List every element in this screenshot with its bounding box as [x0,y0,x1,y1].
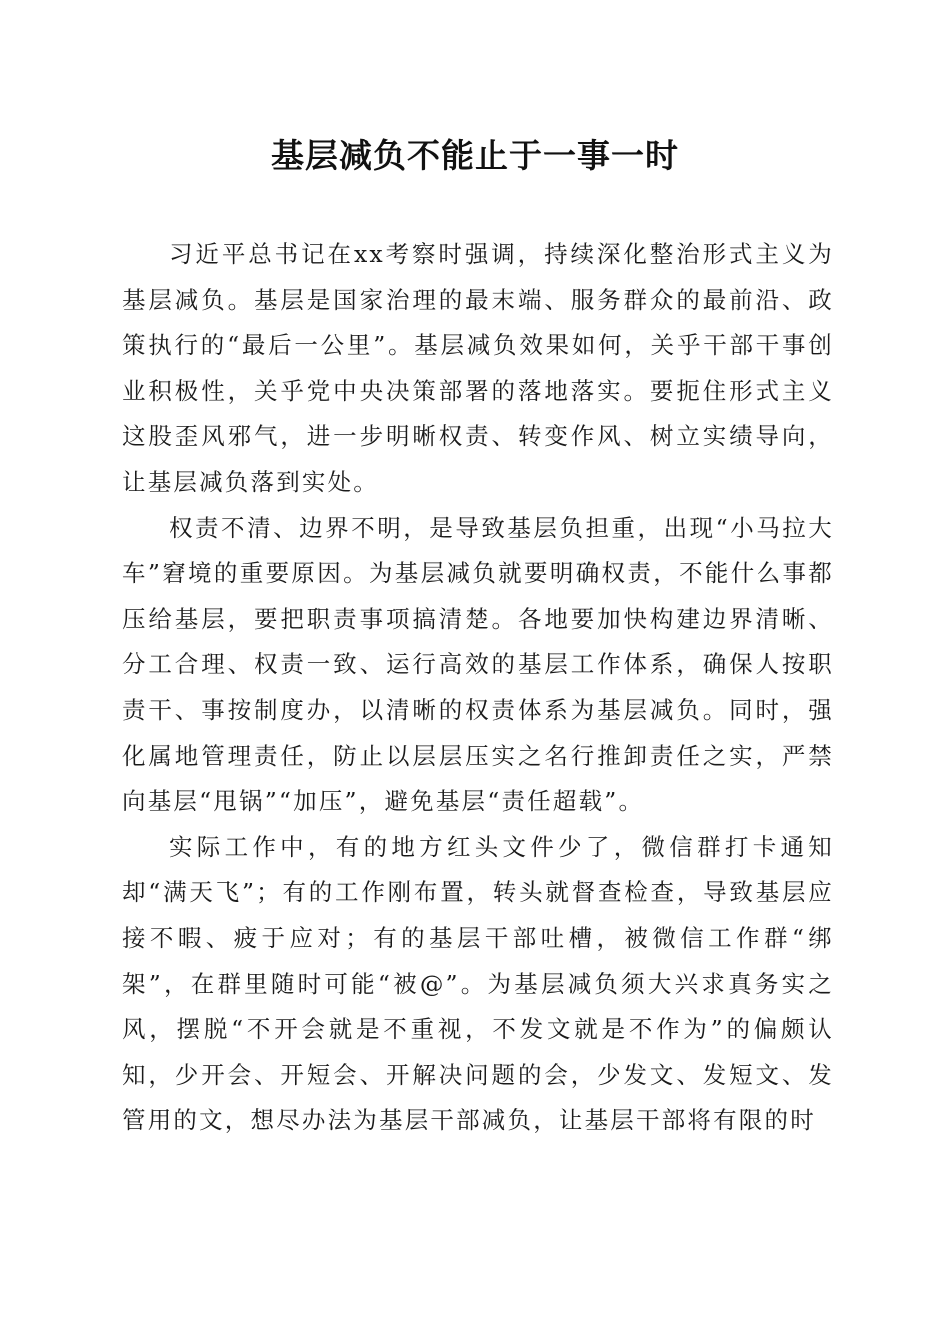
document-body [122,232,834,1144]
document-title: 基层减负不能止于一事一时 [271,136,679,175]
paragraph-2: 权责不清、边界不明，是导致基层负担重，出现“小马拉大车”窘境的重要原因。为基层减负就要明确权责，不能什么事都压给基层，要把职责事项搞清楚。各地要加快构建边界清晰、分工合理、权责一致、运行高效的基层工作体系，确保人按职责干、事按制度办，以清晰的权责体系为基层减负。同时，强化属地管理责任，防止以层层压实之名行推卸责任之实，严禁向基层“甩锅”“加压”，避免基层“责任超载”。 [122,513,834,816]
paragraph-3: 实际工作中，有的地方红头文件少了，微信群打卡通知却“满天飞”；有的工作刚布置，转头就督查检查，导致基层应接不暇、疲于应对；有的基层干部吐槽，被微信工作群“绑架”，在群里随时可能“被@”。为基层减负须大兴求真务实之风，摆脱“不开会就是不重视，不发文就是不作为”的偏颇认知，少开会、开短会、开解决问题的会，少发文、发短文、发管用的文，想尽办法为基层干部减负，让基层干部将有限的时 [122,832,834,1135]
paragraph-1: 习近平总书记在xx考察时强调，持续深化整治形式主义为基层减负。基层是国家治理的最末端、服务群众的最前沿、政策执行的“最后一公里”。基层减负效果如何，关乎干部干事创业积极性，关乎党中央决策部署的落地落实。要扼住形式主义这股歪风邪气，进一步明晰权责、转变作风、树立实绩导向，让基层减负落到实处。 [122,240,834,496]
